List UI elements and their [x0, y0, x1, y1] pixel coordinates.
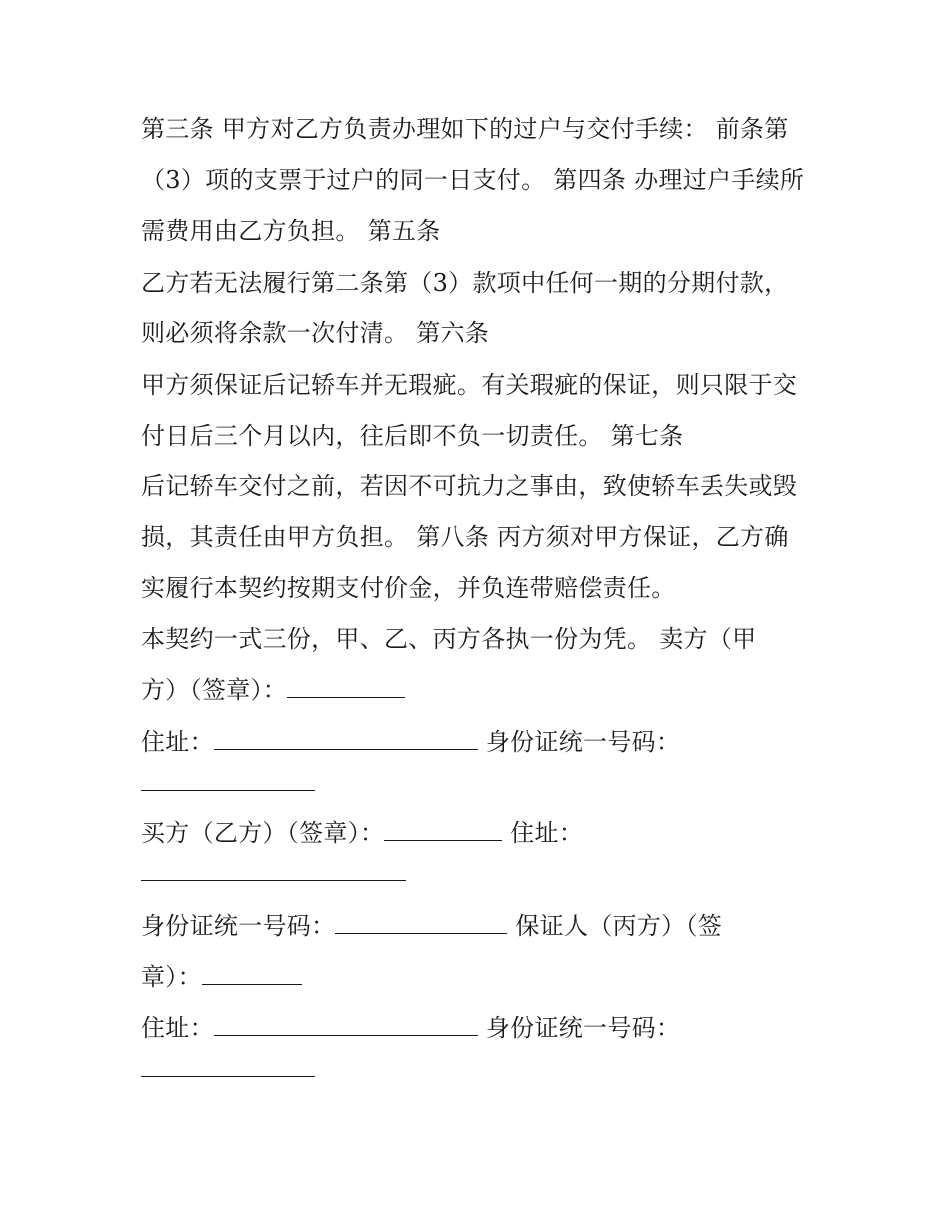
- buyer-signature-blank[interactable]: [384, 818, 502, 841]
- buyer-signature-label: 买方（乙方）（签章）：: [141, 819, 385, 847]
- guarantor-id-blank[interactable]: [141, 1054, 315, 1077]
- contract-line-6: 甲方须保证后记轿车并无瑕疵。有关瑕疵的保证，则只限于交: [141, 371, 798, 399]
- seller-address-row: [141, 727, 680, 757]
- seller-id-blank[interactable]: [141, 768, 315, 791]
- buyer-id-blank[interactable]: [335, 911, 507, 934]
- seller-address-blank[interactable]: [214, 727, 478, 750]
- seller-signature-label: 方）（签章）：: [141, 676, 288, 704]
- contract-line-10: 实履行本契约按期支付价金，并负连带赔偿责任。: [141, 574, 676, 602]
- buyer-id-row: [141, 911, 722, 941]
- seller-id-label: 身份证统一号码：: [485, 728, 681, 756]
- contract-line-1: 第三条 甲方对乙方负责办理如下的过户与交付手续： 前条第: [141, 115, 789, 143]
- guarantor-signature-label: 保证人（丙方）（签: [515, 912, 723, 940]
- contract-line-8: 后记轿车交付之前，若因不可抗力之事由，致使轿车丢失或毁: [141, 472, 798, 500]
- seller-id-row: [141, 768, 315, 798]
- guarantor-signature-blank[interactable]: [202, 962, 302, 985]
- buyer-signature-row: [141, 818, 583, 848]
- seller-address-label: 住址：: [141, 728, 214, 756]
- contract-line-9: 损，其责任由甲方负担。 第八条 丙方须对甲方保证，乙方确: [141, 523, 789, 551]
- guarantor-address-blank[interactable]: [214, 1013, 478, 1036]
- buyer-id-label: 身份证统一号码：: [141, 912, 336, 940]
- guarantor-id-row: [141, 1054, 315, 1084]
- contract-line-3: 需费用由乙方负担。 第五条: [141, 217, 441, 245]
- guarantor-signature-label-cont: 章）：: [141, 963, 202, 991]
- contract-line-2: （3）项的支票于过户的同一日支付。 第四条 办理过户手续所: [141, 166, 805, 194]
- guarantor-id-label: 身份证统一号码：: [485, 1014, 681, 1042]
- guarantor-signature-row: [141, 962, 302, 992]
- buyer-address-row: [141, 858, 406, 888]
- guarantor-address-label: 住址：: [141, 1014, 214, 1042]
- contract-line-11: 本契约一式三份，甲、乙、丙方各执一份为凭。 卖方（甲: [141, 625, 757, 653]
- seller-signature-row: [141, 675, 405, 705]
- contract-line-5: 则必须将余款一次付清。 第六条: [141, 319, 490, 347]
- buyer-address-blank[interactable]: [141, 858, 406, 881]
- guarantor-address-row: [141, 1013, 680, 1043]
- contract-line-7: 付日后三个月以内，往后即不负一切责任。 第七条: [141, 422, 684, 450]
- contract-line-4: 乙方若无法履行第二条第（3）款项中任何一期的分期付款，: [141, 269, 789, 297]
- buyer-address-label: 住址：: [510, 819, 584, 847]
- seller-signature-blank[interactable]: [287, 675, 405, 698]
